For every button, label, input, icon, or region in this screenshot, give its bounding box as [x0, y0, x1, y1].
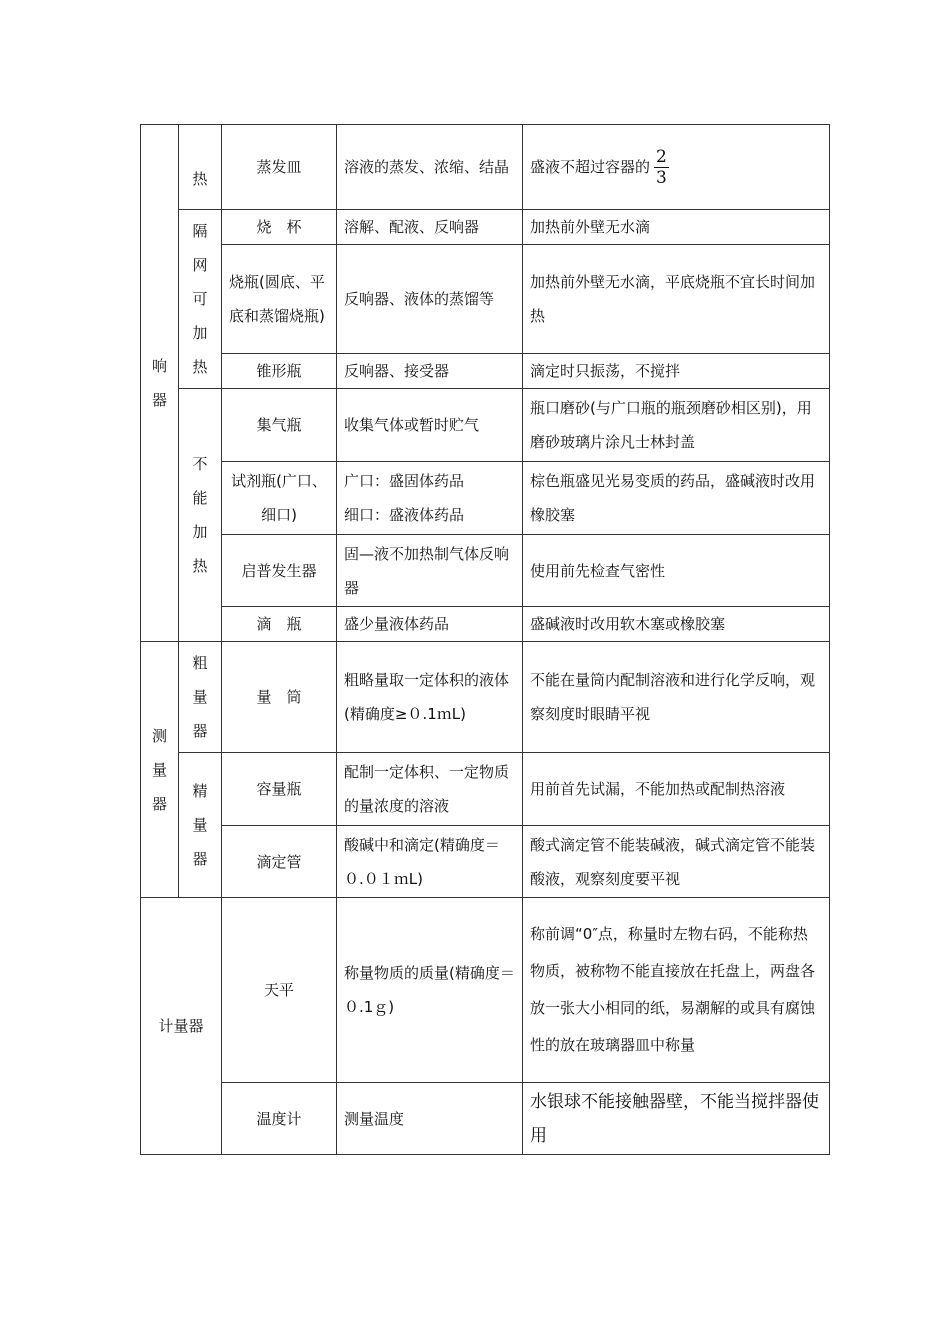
table-row: [141, 389, 830, 462]
table-row: [141, 898, 830, 1083]
instrument-name: 天平: [222, 898, 337, 1083]
instrument-use: 反响器、液体的蒸馏等: [337, 245, 523, 354]
instrument-use: 溶液的蒸发、浓缩、结晶: [337, 125, 523, 210]
use-line: 广口：盛固体药品: [344, 472, 465, 490]
table-row: [141, 753, 830, 826]
instrument-use: 配制一定体积、一定物质的量浓度的溶液: [337, 753, 523, 826]
instrument-name: 锥形瓶: [222, 354, 337, 389]
category-weigh: 计量器: [141, 898, 222, 1155]
instrument-use: 称量物质的质量(精确度＝０.1ｇ): [337, 898, 523, 1083]
instrument-name: 烧 杯: [222, 210, 337, 245]
table-row: [141, 826, 830, 898]
use-line: 细口：盛液体药品: [344, 506, 465, 524]
table-row: [141, 607, 830, 642]
instrument-note: 称前调“0″点，称量时左物右码，不能称热物质，被称物不能直接放在托盘上，两盘各放一张大小相同的纸，易潮解的或具有腐蚀性的放在玻璃器皿中称量: [523, 898, 830, 1083]
instrument-name: 滴定管: [222, 826, 337, 898]
subcategory-no-heat: 不能加热: [179, 389, 222, 642]
table-row: [141, 642, 830, 753]
table-row: [141, 535, 830, 607]
instrument-name: 量 筒: [222, 642, 337, 753]
instrument-note: 滴定时只振荡，不搅拌: [523, 354, 830, 389]
category-measure: 测量器: [141, 642, 179, 898]
instrument-name: 滴 瓶: [222, 607, 337, 642]
instrument-name: 温度计: [222, 1083, 337, 1155]
table-row: [141, 210, 830, 245]
instrument-name: 容量瓶: [222, 753, 337, 826]
instrument-table: [140, 124, 830, 1155]
instrument-name: 蒸发皿: [222, 125, 337, 210]
instrument-use: 收集气体或暂时贮气: [337, 389, 523, 462]
instrument-use: 反响器、接受器: [337, 354, 523, 389]
instrument-note: 使用前先检查气密性: [523, 535, 830, 607]
subcategory-gauze-heat: 隔网可加热: [179, 210, 222, 389]
instrument-use: [337, 462, 523, 535]
table-row: [141, 354, 830, 389]
instrument-use: 固—液不加热制气体反响器: [337, 535, 523, 607]
instrument-name: 集气瓶: [222, 389, 337, 462]
instrument-note: 棕色瓶盛见光易变质的药品，盛碱液时改用橡胶塞: [523, 462, 830, 535]
subcategory-precise: 精量器: [179, 753, 222, 898]
table-row: [141, 1083, 830, 1155]
instrument-use: 粗略量取一定体积的液体(精确度≥０.1ｍL): [337, 642, 523, 753]
table-row: [141, 245, 830, 354]
subcategory-rough: 粗量器: [179, 642, 222, 753]
instrument-note: 酸式滴定管不能装碱液，碱式滴定管不能装酸液，观察刻度要平视: [523, 826, 830, 898]
instrument-note: 盛碱液时改用软木塞或橡胶塞: [523, 607, 830, 642]
fraction: [654, 147, 669, 188]
instrument-use: 酸碱中和滴定(精确度＝０.０１ｍL): [337, 826, 523, 898]
category-reaction: 响器: [141, 125, 179, 642]
subcategory-heat: 热: [179, 125, 222, 210]
instrument-use: 溶解、配液、反响器: [337, 210, 523, 245]
table-row: [141, 462, 830, 535]
instrument-use: 测量温度: [337, 1083, 523, 1155]
instrument-note: 水银球不能接触器壁，不能当搅拌器使用: [523, 1083, 830, 1155]
table-row: [141, 125, 830, 210]
instrument-note: [523, 125, 830, 210]
instrument-note: 用前首先试漏，不能加热或配制热溶液: [523, 753, 830, 826]
fraction-numerator: 2: [656, 146, 667, 167]
instrument-name: 启普发生器: [222, 535, 337, 607]
instrument-name: 烧瓶(圆底、平底和蒸馏烧瓶): [222, 245, 337, 354]
note-text: 盛液不超过容器的: [530, 157, 651, 176]
instrument-note: 不能在量筒内配制溶液和进行化学反响，观察刻度时眼睛平视: [523, 642, 830, 753]
instrument-use: 盛少量液体药品: [337, 607, 523, 642]
instrument-name: 试剂瓶(广口、细口): [222, 462, 337, 535]
instrument-note: 加热前外壁无水滴: [523, 210, 830, 245]
fraction-denominator: 3: [656, 167, 667, 188]
instrument-note: 瓶口磨砂(与广口瓶的瓶颈磨砂相区别)，用磨砂玻璃片涂凡士林封盖: [523, 389, 830, 462]
instrument-note: 加热前外壁无水滴，平底烧瓶不宜长时间加热: [523, 245, 830, 354]
